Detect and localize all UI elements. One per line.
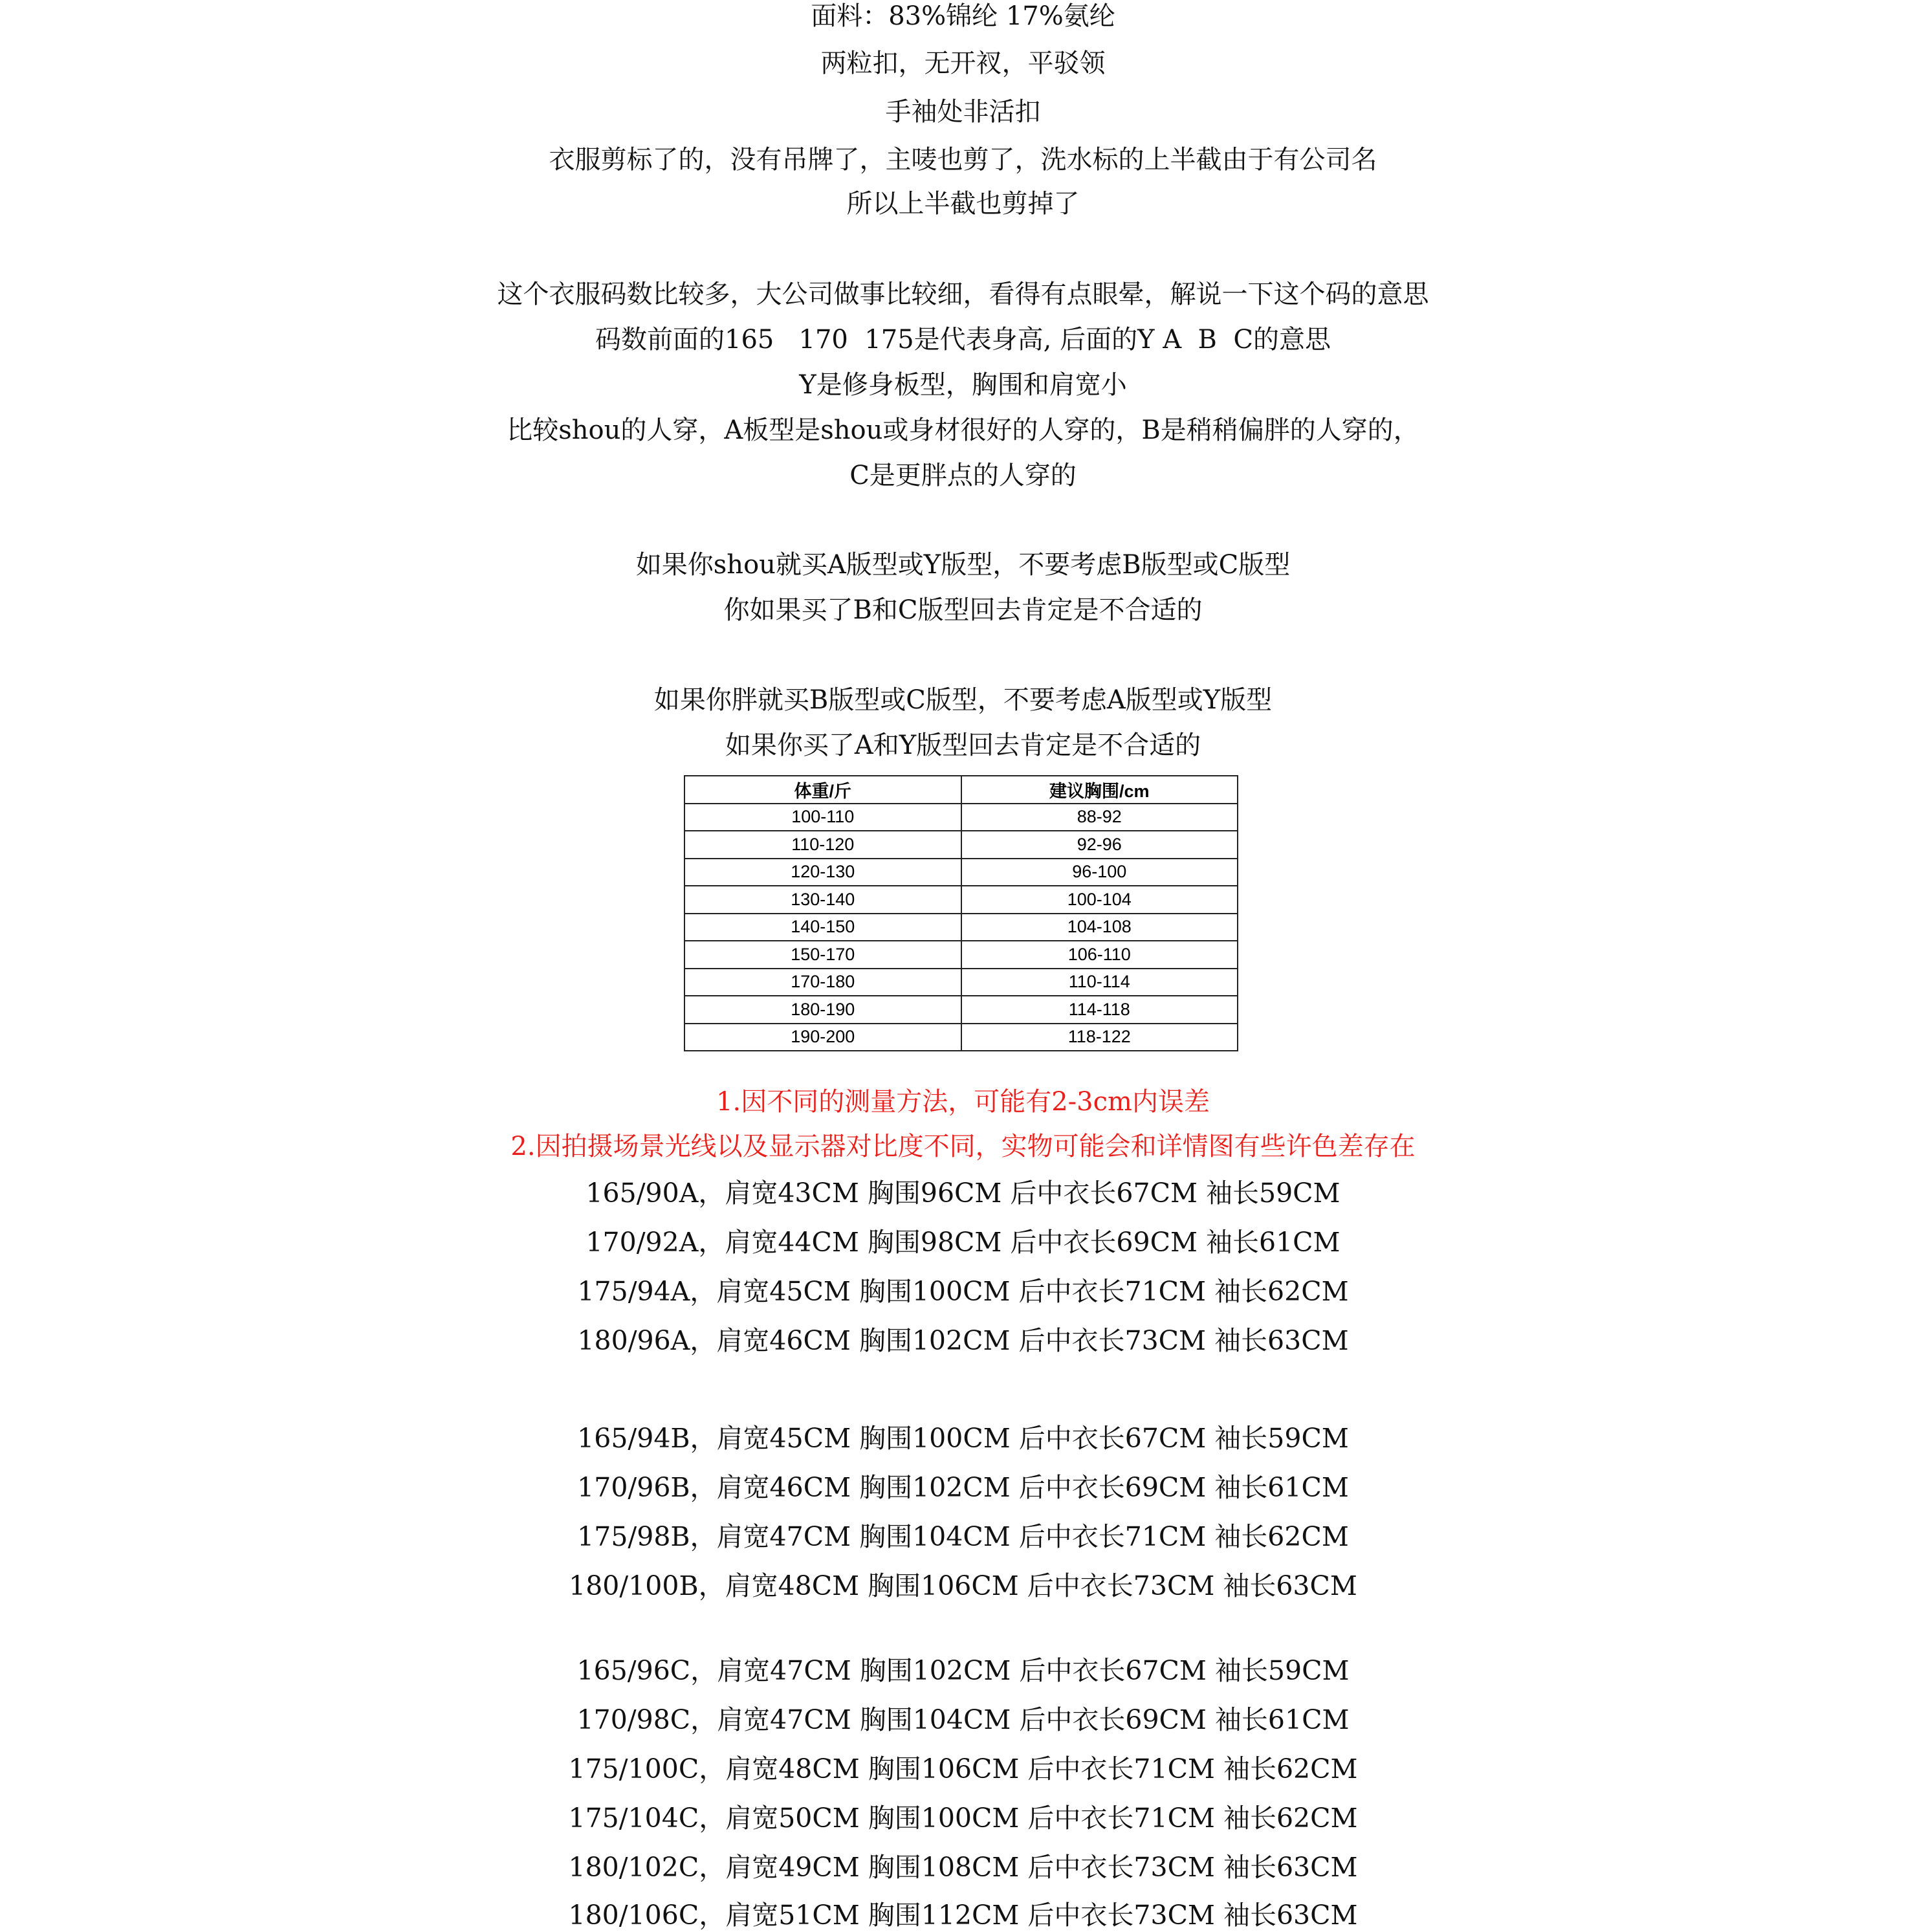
table-row — [684, 969, 1238, 996]
explain-line: Y是修身板型，胸围和肩宽小 — [799, 370, 1127, 400]
table-row — [684, 914, 1238, 941]
size-spec-c: 175/100C，肩宽48CM 胸围106CM 后中衣长71CM 袖长62CM — [568, 1753, 1358, 1784]
table-row — [684, 859, 1238, 886]
chest-cell: 100-104 — [961, 886, 1238, 914]
chest-cell: 114-118 — [961, 996, 1238, 1024]
chest-cell: 96-100 — [961, 859, 1238, 886]
weight-cell: 150-170 — [684, 941, 961, 969]
table-header-row — [684, 776, 1238, 804]
table-row — [684, 886, 1238, 914]
weight-cell: 180-190 — [684, 996, 961, 1024]
weight-cell: 120-130 — [684, 859, 961, 886]
advice-fat-line: 如果你买了A和Y版型回去肯定是不合适的 — [725, 730, 1201, 760]
chest-cell: 92-96 — [961, 831, 1238, 859]
table-row — [684, 996, 1238, 1024]
table-row — [684, 941, 1238, 969]
explain-line: 码数前面的165 170 175是代表身高, 后面的Y A B C的意思 — [595, 325, 1331, 355]
size-spec-c: 180/102C，肩宽49CM 胸围108CM 后中衣长73CM 袖长63CM — [568, 1852, 1358, 1883]
size-spec-c: 165/96C，肩宽47CM 胸围102CM 后中衣长67CM 袖长59CM — [576, 1655, 1350, 1686]
weight-header: 体重/斤 — [684, 776, 961, 804]
explain-line: 比较shou的人穿，A板型是shou或身材很好的人穿的，B是稍稍偏胖的人穿的， — [507, 415, 1419, 445]
size-spec-a: 180/96A，肩宽46CM 胸围102CM 后中衣长73CM 袖长63CM — [577, 1325, 1349, 1356]
chest-cell: 106-110 — [961, 941, 1238, 969]
weight-cell: 190-200 — [684, 1024, 961, 1051]
weight-chest-table — [684, 775, 1238, 1051]
size-spec-b: 175/98B，肩宽47CM 胸围104CM 后中衣长71CM 袖长62CM — [577, 1521, 1349, 1552]
weight-cell: 140-150 — [684, 914, 961, 941]
weight-cell: 100-110 — [684, 804, 961, 831]
weight-cell: 110-120 — [684, 831, 961, 859]
advice-thin-line: 如果你shou就买A版型或Y版型，不要考虑B版型或C版型 — [635, 550, 1291, 580]
size-spec-b: 180/100B，肩宽48CM 胸围106CM 后中衣长73CM 袖长63CM — [569, 1570, 1357, 1601]
chest-cell: 110-114 — [961, 969, 1238, 996]
weight-cell: 170-180 — [684, 969, 961, 996]
explain-line: 这个衣服码数比较多，大公司做事比较细，看得有点眼晕，解说一下这个码的意思 — [497, 280, 1429, 309]
chest-header: 建议胸围/cm — [961, 776, 1238, 804]
weight-cell: 130-140 — [684, 886, 961, 914]
size-spec-a: 175/94A，肩宽45CM 胸围100CM 后中衣长71CM 袖长62CM — [577, 1276, 1349, 1307]
buttons-line: 两粒扣，无开衩，平驳领 — [820, 49, 1106, 78]
table-row — [684, 1024, 1238, 1051]
size-spec-c: 175/104C，肩宽50CM 胸围100CM 后中衣长71CM 袖长62CM — [568, 1803, 1358, 1834]
size-spec-c: 170/98C，肩宽47CM 胸围104CM 后中衣长69CM 袖长61CM — [576, 1704, 1350, 1735]
advice-thin-line: 你如果买了B和C版型回去肯定是不合适的 — [723, 595, 1203, 625]
explain-line: C是更胖点的人穿的 — [849, 461, 1077, 490]
size-spec-b: 170/96B，肩宽46CM 胸围102CM 后中衣长69CM 袖长61CM — [577, 1472, 1349, 1503]
sleeve-line: 手袖处非活扣 — [885, 97, 1041, 127]
size-spec-a: 165/90A，肩宽43CM 胸围96CM 后中衣长67CM 袖长59CM — [585, 1178, 1341, 1209]
table-row — [684, 831, 1238, 859]
fabric-line: 面料：83%锦纶 17%氨纶 — [811, 1, 1115, 31]
size-spec-c: 180/106C，肩宽51CM 胸围112CM 后中衣长73CM 袖长63CM — [568, 1900, 1358, 1931]
advice-fat-line: 如果你胖就买B版型或C版型，不要考虑A版型或Y版型 — [653, 685, 1273, 715]
color-note: 2.因拍摄场景光线以及显示器对比度不同，实物可能会和详情图有些许色差存在 — [510, 1132, 1416, 1161]
chest-cell: 104-108 — [961, 914, 1238, 941]
chest-cell: 88-92 — [961, 804, 1238, 831]
chest-cell: 118-122 — [961, 1024, 1238, 1051]
measurement-note: 1.因不同的测量方法，可能有2-3cm内误差 — [716, 1087, 1210, 1117]
label-note-line: 衣服剪标了的，没有吊牌了，主唛也剪了，洗水标的上半截由于有公司名 — [549, 145, 1377, 175]
size-spec-a: 170/92A，肩宽44CM 胸围98CM 后中衣长69CM 袖长61CM — [585, 1227, 1341, 1258]
size-spec-b: 165/94B，肩宽45CM 胸围100CM 后中衣长67CM 袖长59CM — [577, 1423, 1349, 1454]
table-row — [684, 804, 1238, 831]
label-note-line-2: 所以上半截也剪掉了 — [846, 189, 1080, 219]
